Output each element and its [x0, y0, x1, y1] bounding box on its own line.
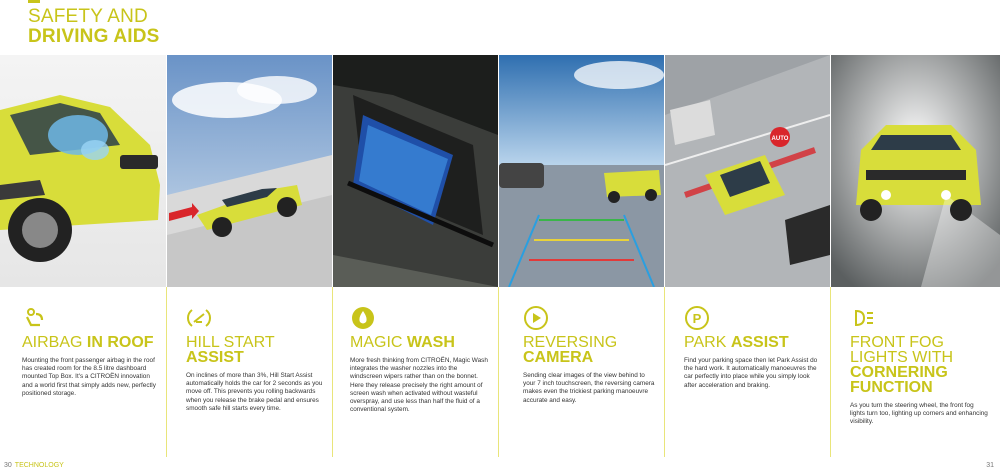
play-icon: [523, 305, 549, 331]
feature-description: Sending clear images of the view behind to your 7 inch touchscreen, the reversing camera makes even the trickiest parking manoeuvre accurate and easy.: [523, 372, 655, 404]
magic-wash-image: [333, 55, 498, 287]
reversing-camera-image: [499, 55, 664, 287]
feature-title: REVERSING CAMERA: [523, 334, 618, 366]
fog-lights-image: [831, 55, 1000, 287]
airbag-icon: [22, 305, 48, 331]
fog-light-icon: [850, 305, 876, 331]
feature-description: More fresh thinking from CITROËN, Magic Wash integrates the washer nozzles into the windscreen wipers rather than on the bonnet. Here they release precisely the right amount of screen wash when activated without wasteful overspray, and use less than half the fluid of a conventional system.: [350, 357, 488, 414]
footer-left: [4, 462, 64, 469]
feature-fog-lights: [850, 287, 990, 457]
airbag-image: [0, 55, 166, 287]
feature-title: HILL START ASSIST: [186, 334, 275, 366]
header-accent-dash: [28, 0, 40, 3]
park-assist-image: [665, 55, 830, 287]
feature-description: As you turn the steering wheel, the front fog lights turn too, lighting up corners and enhancing visibility.: [850, 402, 988, 426]
hill-start-image: [167, 55, 332, 287]
column-divider: [332, 287, 333, 457]
feature-title: AIRBAG IN ROOF: [22, 334, 154, 351]
feature-reversing-camera: [523, 287, 655, 457]
page-number-left: 30: [4, 462, 12, 469]
column-divider: [664, 287, 665, 457]
auto-badge-label: AUTO: [771, 136, 789, 142]
feature-description: Mounting the front passenger airbag in the roof has created room for the 8.5 litre dashboard mounted Top Box. It's a CITROËN innovation and a world first that simply adds new, perfectly positioned storage.: [22, 357, 156, 397]
header-title-line2: DRIVING AIDS: [28, 26, 160, 47]
parking-icon: [684, 305, 710, 331]
feature-title: FRONT FOG LIGHTS WITH CORNERING FUNCTION: [850, 334, 954, 396]
section-header: [28, 0, 160, 47]
feature-title: PARK ASSIST: [684, 334, 789, 351]
feature-description: On inclines of more than 3%, Hill Start Assist automatically holds the car for 2 seconds as you move off. This prevents you rolling backwards when you release the brake pedal and ensures smooth safe hill starts every time.: [186, 372, 323, 412]
feature-park-assist: [684, 287, 822, 457]
column-divider: [830, 287, 831, 457]
header-title-line1: SAFETY AND: [28, 6, 148, 27]
column-divider: [166, 287, 167, 457]
feature-magic-wash: [350, 287, 488, 457]
hill-start-icon: [186, 305, 212, 331]
svg-text:P: P: [692, 311, 702, 326]
feature-airbag: [22, 287, 158, 457]
column-divider: [498, 287, 499, 457]
feature-title: MAGIC WASH: [350, 334, 455, 351]
image-strip: [0, 55, 1000, 287]
feature-description: Find your parking space then let Park Assist do the hard work. It automatically manoeuvres the car perfectly into place while you simply look after acceleration and braking.: [684, 357, 818, 389]
water-drop-icon: [350, 305, 376, 331]
page-number-right: 31: [986, 462, 994, 469]
footer-section-label: TECHNOLOGY: [14, 462, 64, 469]
feature-hill-start: [186, 287, 324, 457]
